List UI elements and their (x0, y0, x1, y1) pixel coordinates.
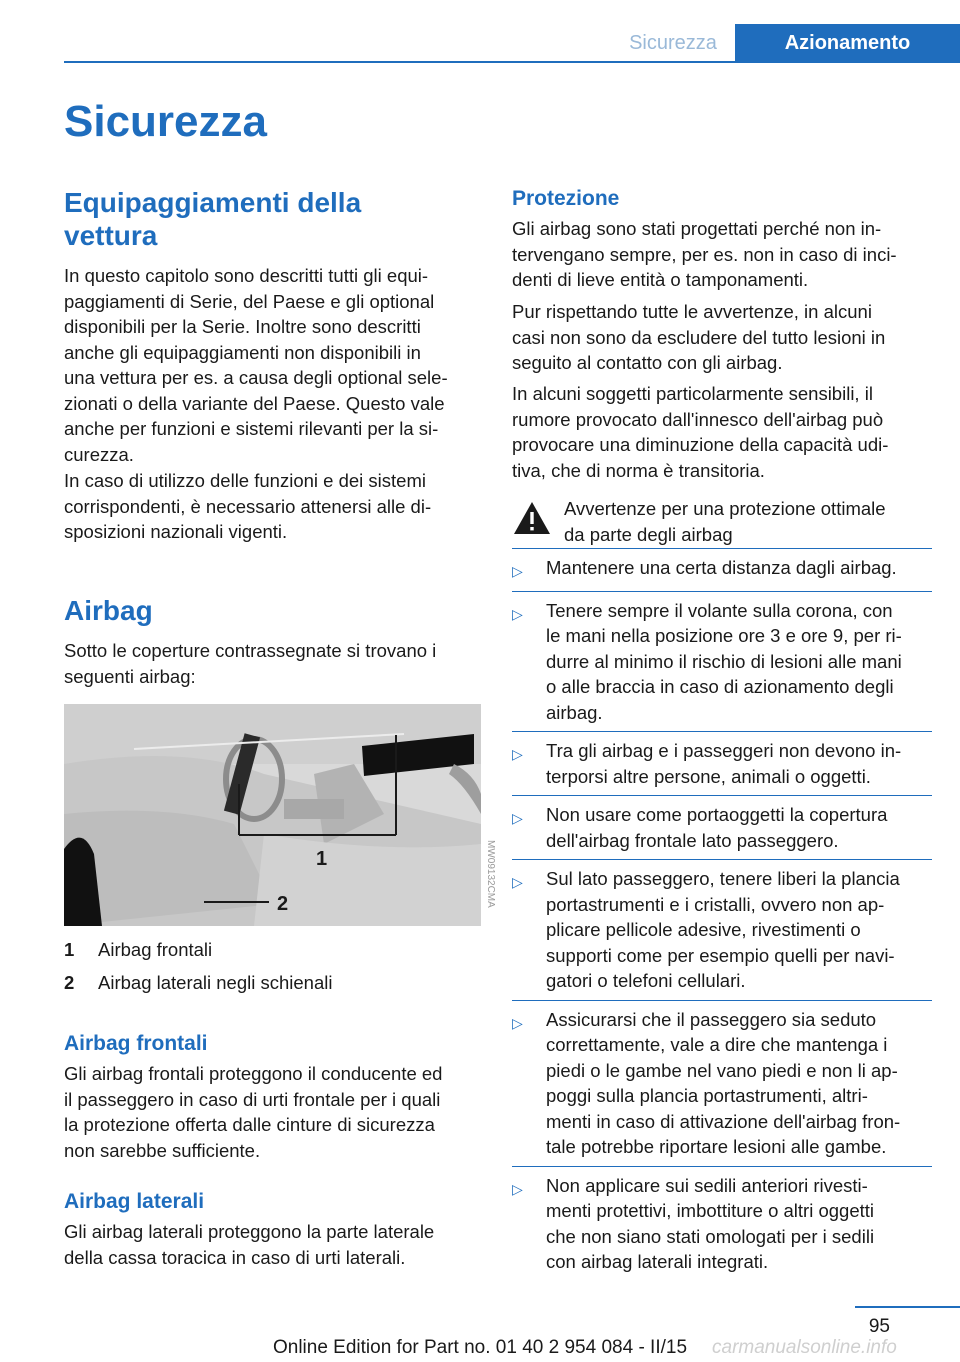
airbag-illustration (64, 704, 481, 926)
triangle-bullet-icon: ▷ (512, 563, 523, 579)
warning-icon (512, 500, 552, 536)
protection-heading: Protezione (512, 187, 620, 210)
divider (512, 1166, 932, 1167)
safety-list (512, 555, 932, 1275)
divider (512, 859, 932, 860)
list-item-text: Sul lato passeggero, tenere liberi la plancia portastrumenti e i cristalli, ovvero non ap- plicare pellicole adesive, rivestimenti o supporti come per esempio quelli per navi- gatori o telefoni cellulari. (546, 868, 900, 991)
page-number: 95 (868, 1316, 890, 1337)
page-title: Sicurezza (64, 97, 267, 146)
protection-paragraph-1: Gli airbag sono stati progettati perché non in- tervengano sempre, per es. non in caso di inci- denti di lieve entità o tamponamenti. (512, 218, 897, 290)
protection-paragraph-3: In alcuni soggetti particolarmente sensibili, il rumore provocato dall'innesco dell'airbag può provocare una diminuzione della capacità udi- tiva, che di norma è transitoria. (512, 383, 889, 481)
legend-item (64, 937, 482, 963)
protection-paragraph-2: Pur rispettando tutte le avvertenze, in alcuni casi non sono da escludere del tutto lesioni in seguito al contatto con gli airbag. (512, 301, 886, 373)
legend-text: Airbag laterali negli schienali (98, 971, 333, 993)
legend-number: 1 (64, 939, 75, 960)
list-item-text: Tra gli airbag e i passeggeri non devono in- terporsi altre persone, animali o oggetti. (546, 740, 902, 787)
list-item-text: Assicurarsi che il passeggero sia seduto correttamente, vale a dire che mantenga i piedi o le gambe nel vano piedi e non li ap- poggi sulla plancia portastrumenti, altri- menti in caso di attivazione dell'airbag fron- tale potrebbe riportare lesioni alle gambe. (546, 1008, 901, 1157)
watermark: carmanualsonline.info (712, 1337, 897, 1358)
list-item (512, 802, 932, 853)
edition-footer: Online Edition for Part no. 01 40 2 954 084 - II/15 (272, 1337, 688, 1358)
triangle-bullet-icon: ▷ (512, 746, 523, 762)
list-item (512, 598, 932, 726)
callout-1: 1 (316, 848, 328, 870)
legend (64, 937, 482, 995)
header-tab-chapter: Azionamento (735, 24, 960, 62)
divider (512, 1000, 932, 1001)
header-rule (64, 61, 960, 63)
front-airbag-heading: Airbag frontali (64, 1032, 208, 1055)
car-interior-illustration (64, 704, 481, 926)
footer-rule (855, 1306, 960, 1308)
warning-text: Avvertenze per una protezione ottimale da parte degli airbag (564, 498, 886, 545)
list-item-text: Tenere sempre il volante sulla corona, con le mani nella posizione ore 3 e ore 9, per ri- durre al minimo il rischio di lesioni alle mani o alle braccia in caso di azionamento degli airbag. (546, 599, 902, 723)
list-item-text: Mantenere una certa distanza dagli airbag. (546, 557, 897, 578)
legend-text: Airbag frontali (98, 939, 213, 960)
triangle-bullet-icon: ▷ (512, 605, 523, 622)
list-item (512, 866, 932, 994)
list-item (512, 1173, 932, 1275)
list-item-text: Non applicare sui sedili anteriori rivesti- menti protettivi, imbottiture o altri oggetti che non siano stati omologati per i sedili con airbag laterali integrati. (546, 1174, 875, 1272)
list-item-text: Non usare come portaoggetti la copertura dell'airbag frontale lato passeggero. (546, 804, 888, 851)
list-item (512, 555, 932, 585)
header-tab-section: Sicurezza (629, 32, 717, 54)
equipment-paragraph-2: In caso di utilizzo delle funzioni e dei sistemi corrispondenti, è necessario attenersi alle di- sposizioni nazionali vigenti. (64, 470, 432, 542)
side-airbag-heading: Airbag laterali (64, 1190, 205, 1213)
divider (512, 795, 932, 796)
triangle-bullet-icon: ▷ (512, 1014, 523, 1031)
front-airbag-paragraph: Gli airbag frontali proteggono il conducente ed il passeggero in caso di urti frontale per i quali la protezione offerta dalle cinture di sicurezza non sarebbe sufficiente. (64, 1063, 443, 1161)
divider (512, 591, 932, 592)
list-item (512, 1007, 932, 1160)
list-item (512, 738, 932, 789)
image-code: MW09132CMA (485, 840, 496, 908)
triangle-bullet-icon: ▷ (512, 1180, 523, 1197)
equipment-heading: Equipaggiamenti della vettura (64, 187, 362, 251)
airbag-heading: Airbag (64, 595, 153, 626)
callout-2: 2 (277, 893, 289, 915)
legend-item (64, 970, 482, 996)
divider (512, 731, 932, 732)
equipment-paragraph-1: In questo capitolo sono descritti tutti gli equi- paggiamenti di Serie, del Paese e gli optional disponibili per la Serie. Inoltre sono descritti anche gli equipaggiamenti non disponibili in una vettura per es. a causa degli optional sele- zionati o della variante del Paese. Questo vale anche per funzioni e sistemi rilevanti per la si- curezza. (64, 265, 448, 465)
side-airbag-paragraph: Gli airbag laterali proteggono la parte laterale della cassa toracica in caso di urti laterali. (64, 1221, 435, 1268)
divider (512, 548, 932, 549)
triangle-bullet-icon: ▷ (512, 874, 523, 890)
airbag-intro-paragraph: Sotto le coperture contrassegnate si trovano i seguenti airbag: (64, 640, 437, 687)
triangle-bullet-icon: ▷ (512, 810, 523, 826)
legend-number: 2 (64, 971, 75, 993)
